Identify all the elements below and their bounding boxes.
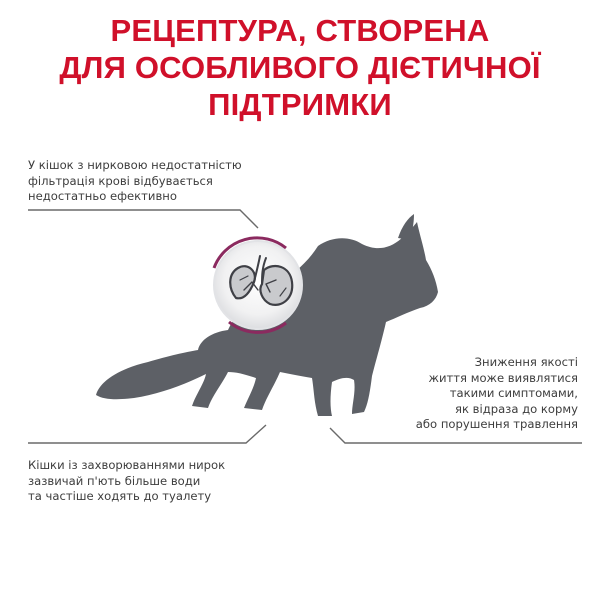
note-quality-of-life: [410, 355, 578, 433]
note-kidney-filtration: [28, 158, 242, 205]
leader-line-bottom-left: [28, 425, 266, 443]
note-bl-line-1: Кішки із захворюваннями нирок: [28, 458, 226, 472]
note-r-line-2: життя може виявлятися: [428, 370, 578, 385]
note-tl-line-1: У кішок з нирковою недостатністю: [28, 158, 242, 172]
note-thirst-urination: [28, 458, 225, 505]
note-r-line-4: як відраза до корму: [454, 401, 578, 416]
note-r-line-5: або порушення травлення: [415, 417, 578, 431]
note-bl-line-2: зазвичай п'ють більше води: [28, 473, 201, 488]
headline-line-1: РЕЦЕПТУРА, СТВОРЕНА: [110, 13, 490, 48]
note-r-line-3: такими симптомами,: [449, 386, 578, 400]
headline-line-3: ПІДТРИМКИ: [208, 87, 392, 122]
note-r-line-1: Зниження якості: [474, 355, 578, 369]
leader-line-top-left: [28, 210, 258, 228]
headline-line-2: ДЛЯ ОСОБЛИВОГО ДІЄТИЧНОЇ: [59, 50, 541, 85]
note-bl-line-3: та частіше ходять до туалету: [28, 489, 212, 503]
note-tl-line-3: недостатньо ефективно: [28, 189, 177, 203]
note-tl-line-2: фільтрація крові відбувається: [28, 173, 213, 188]
